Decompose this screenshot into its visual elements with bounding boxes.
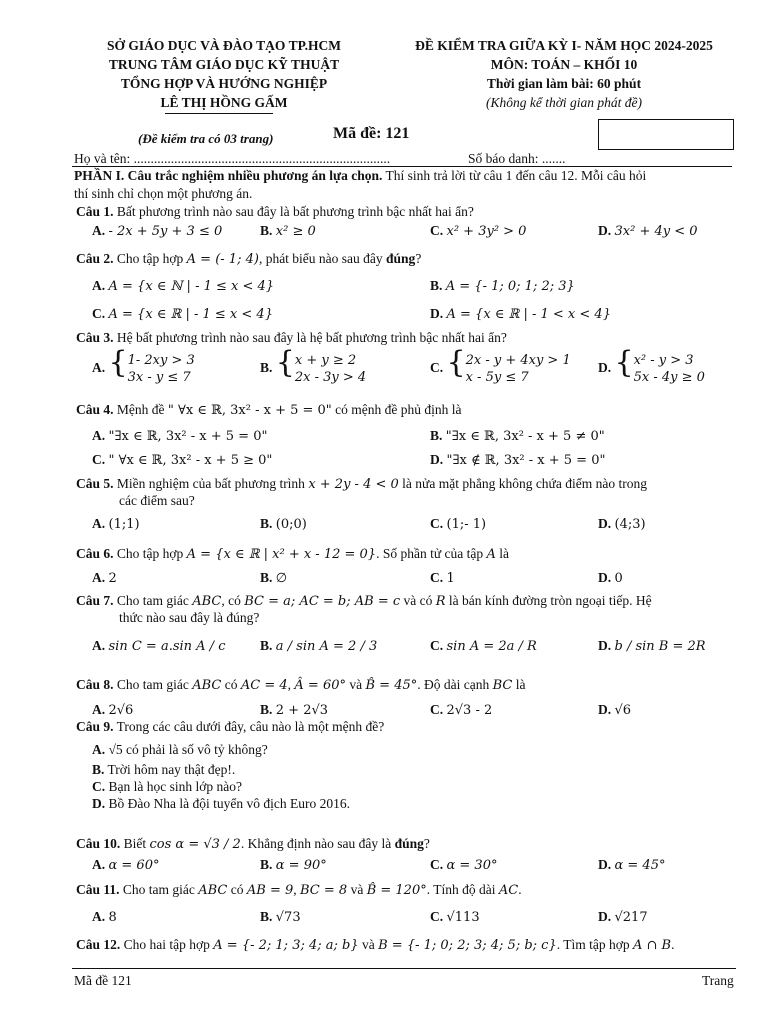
q11-option-b[interactable]: B. √73: [260, 909, 301, 925]
student-id-field: Số báo danh: .......: [468, 151, 566, 166]
q3-option-a[interactable]: A. {1- 2xy > 3 3x - y ≤ 7: [92, 345, 195, 385]
q2-option-d[interactable]: D. A = {x ∈ ℝ | - 1 < x < 4}: [430, 306, 611, 322]
q7-option-d[interactable]: D. b / sin B = 2R: [598, 638, 706, 654]
exam-code: Mã đề: 121: [333, 125, 410, 142]
q11-option-a[interactable]: A. 8: [92, 909, 117, 925]
q9-option-a[interactable]: A. √5 có phải là số vô tỷ không?: [92, 742, 268, 757]
q2-option-c[interactable]: C. A = {x ∈ ℝ | - 1 ≤ x < 4}: [92, 306, 273, 322]
brace-icon: {: [446, 345, 466, 380]
q4-option-a[interactable]: A. "∃x ∈ ℝ, 3x² - x + 5 = 0": [92, 428, 268, 444]
question-2: Câu 2. Cho tập hợp A = (- 1; 4), phát biểu nào sau đây đúng?: [76, 251, 422, 267]
question-label: Câu 1.: [76, 204, 114, 219]
q3-option-c[interactable]: C. {2x - y + 4xy > 1 x - 5y ≤ 7: [430, 345, 571, 385]
question-6: Câu 6. Cho tập hợp A = {x ∈ ℝ | x² + x - 12 = 0}. Số phần tử của tập A là: [76, 546, 510, 562]
q1-option-a[interactable]: A. - 2x + 5y + 3 ≤ 0: [92, 223, 223, 239]
q6-option-c[interactable]: C. 1: [430, 570, 455, 586]
q9-option-d[interactable]: D. Bồ Đào Nha là đội tuyển vô địch Euro 2016.: [92, 796, 350, 811]
brace-icon: {: [614, 345, 634, 380]
question-12: Câu 12. Cho hai tập hợp A = {- 2; 1; 3; 4; a; b} và B = {- 1; 0; 2; 3; 4; 5; b; c}. Tìm tập hợp A ∩ B.: [76, 937, 675, 953]
part1-desc-1: Thí sinh trả lời từ câu 1 đến câu 12. Mỗi câu hỏi: [382, 168, 647, 183]
q6-option-d[interactable]: D. 0: [598, 570, 623, 586]
question-8: Câu 8. Cho tam giác ABC có AC = 4, Â = 60° và B̂ = 45°. Độ dài cạnh BC là: [76, 677, 526, 693]
q5-option-a[interactable]: A. (1;1): [92, 516, 140, 532]
question-4: Câu 4. Mệnh đề " ∀x ∈ ℝ, 3x² - x + 5 = 0" có mệnh đề phủ định là: [76, 402, 462, 418]
part1-desc-2: thí sinh chỉ chọn một phương án.: [74, 186, 253, 201]
name-field: Họ và tên: ............................................................................: [74, 151, 391, 166]
q4-option-d[interactable]: D. "∃x ∉ ℝ, 3x² - x + 5 = 0": [430, 452, 606, 468]
exam-duration-note: (Không kể thời gian phát đề): [485, 95, 643, 110]
question-5-cont: các điểm sau?: [119, 493, 195, 508]
q5-option-b[interactable]: B. (0;0): [260, 516, 307, 532]
set-b: B = {- 1; 0; 2; 3; 4; 5; b; c}: [378, 938, 557, 953]
q7-option-b[interactable]: B. a / sin A = 2 / 3: [260, 638, 378, 654]
inequality: x + 2y - 4 < 0: [308, 477, 399, 492]
q5-option-d[interactable]: D. (4;3): [598, 516, 646, 532]
statement: " ∀x ∈ ℝ, 3x² - x + 5 = 0": [167, 403, 332, 418]
brace-icon: {: [275, 345, 295, 380]
exam-subject: MÔN: TOÁN – KHỐI 10: [490, 57, 638, 72]
school-line-4: LÊ THỊ HỒNG GẤM: [160, 95, 288, 110]
exam-duration: Thời gian làm bài: 60 phút: [486, 76, 642, 91]
q10-option-c[interactable]: C. α = 30°: [430, 857, 498, 873]
q8-option-c[interactable]: C. 2√3 - 2: [430, 702, 493, 718]
pages-note: (Đề kiểm tra có 03 trang): [138, 131, 274, 146]
q7-option-c[interactable]: C. sin A = 2a / R: [430, 638, 537, 654]
set-a: A = {x ∈ ℝ | x² + x - 12 = 0}: [186, 547, 377, 562]
brace-icon: {: [108, 345, 128, 380]
q8-option-b[interactable]: B. 2 + 2√3: [260, 702, 329, 718]
set-a: A = {- 2; 1; 3; 4; a; b}: [213, 938, 359, 953]
given-cos: cos α = √3 / 2: [149, 837, 241, 852]
q11-option-c[interactable]: C. √113: [430, 909, 480, 925]
exam-title: ĐỀ KIỂM TRA GIỮA KỲ I- NĂM HỌC 2024-2025: [415, 38, 713, 53]
question-11: Câu 11. Cho tam giác ABC có AB = 9, BC = 8 và B̂ = 120°. Tính độ dài AC.: [76, 882, 522, 898]
question-9: Câu 9. Trong các câu dưới đây, câu nào là một mệnh đề?: [76, 719, 385, 734]
q6-option-b[interactable]: B. ∅: [260, 570, 288, 586]
question-text: Bất phương trình nào sau đây là bất phương trình bậc nhất hai ẩn?: [113, 204, 474, 219]
part1-heading: [74, 168, 646, 184]
set-a: A = (- 1; 4): [186, 252, 259, 267]
header-underline: [165, 113, 273, 114]
header-divider: [72, 166, 732, 167]
question-3: Câu 3. Hệ bất phương trình nào sau đây là hệ bất phương trình bậc nhất hai ẩn?: [76, 330, 507, 345]
q1-option-c[interactable]: C. x² + 3y² > 0: [430, 223, 527, 239]
exam-header: [384, 36, 744, 112]
q5-option-c[interactable]: C. (1;- 1): [430, 516, 487, 532]
q3-option-d[interactable]: D. {x² - y > 3 5x - 4y ≥ 0: [598, 345, 705, 385]
q9-option-b[interactable]: B. Trời hôm nay thật đẹp!.: [92, 762, 236, 777]
q6-option-a[interactable]: A. 2: [92, 570, 117, 586]
school-line-3: TỔNG HỢP VÀ HƯỚNG NGHIỆP: [120, 76, 328, 91]
q4-option-c[interactable]: C. " ∀x ∈ ℝ, 3x² - x + 5 ≥ 0": [92, 452, 273, 468]
q11-option-d[interactable]: D. √217: [598, 909, 648, 925]
q4-option-b[interactable]: B. "∃x ∈ ℝ, 3x² - x + 5 ≠ 0": [430, 428, 605, 444]
school-header: [74, 36, 374, 112]
footer-page: Trang: [702, 973, 734, 988]
question-7: Câu 7. Cho tam giác ABC, có BC = a; AC = b; AB = c và có R là bán kính đường tròn ngoại tiếp. Hệ: [76, 593, 652, 609]
q3-option-b[interactable]: B. {x + y ≥ 2 2x - 3y > 4: [260, 345, 367, 385]
q9-option-c[interactable]: C. Bạn là học sinh lớp nào?: [92, 779, 242, 794]
question-1: [76, 204, 474, 220]
school-line-1: SỞ GIÁO DỤC VÀ ĐÀO TẠO TP.HCM: [107, 38, 341, 53]
school-line-2: TRUNG TÂM GIÁO DỤC KỸ THUẬT: [108, 57, 340, 72]
q2-option-a[interactable]: A. A = {x ∈ ℕ | - 1 ≤ x < 4}: [92, 278, 275, 294]
part1-title: PHẦN I. Câu trắc nghiệm nhiều phương án lựa chọn.: [74, 168, 383, 183]
q8-option-d[interactable]: D. √6: [598, 702, 632, 718]
q1-option-d[interactable]: D. 3x² + 4y < 0: [598, 223, 698, 239]
question-5: Câu 5. Miền nghiệm của bất phương trình x + 2y - 4 < 0 là nửa mặt phẳng không chứa điểm nào trong: [76, 476, 647, 492]
footer-exam-code: Mã đề 121: [74, 973, 132, 988]
question-7-cont: thức nào sau đây là đúng?: [119, 610, 260, 625]
q10-option-a[interactable]: A. α = 60°: [92, 857, 160, 873]
q10-option-b[interactable]: B. α = 90°: [260, 857, 327, 873]
score-box: [598, 119, 734, 150]
q10-option-d[interactable]: D. α = 45°: [598, 857, 666, 873]
footer-divider: [72, 968, 736, 969]
q2-option-b[interactable]: B. A = {- 1; 0; 1; 2; 3}: [430, 278, 575, 294]
q1-option-b[interactable]: B. x² ≥ 0: [260, 223, 316, 239]
q7-option-a[interactable]: A. sin C = a.sin A / c: [92, 638, 226, 654]
question-10: Câu 10. Biết cos α = √3 / 2. Khẳng định nào sau đây là đúng?: [76, 836, 430, 852]
q8-option-a[interactable]: A. 2√6: [92, 702, 134, 718]
